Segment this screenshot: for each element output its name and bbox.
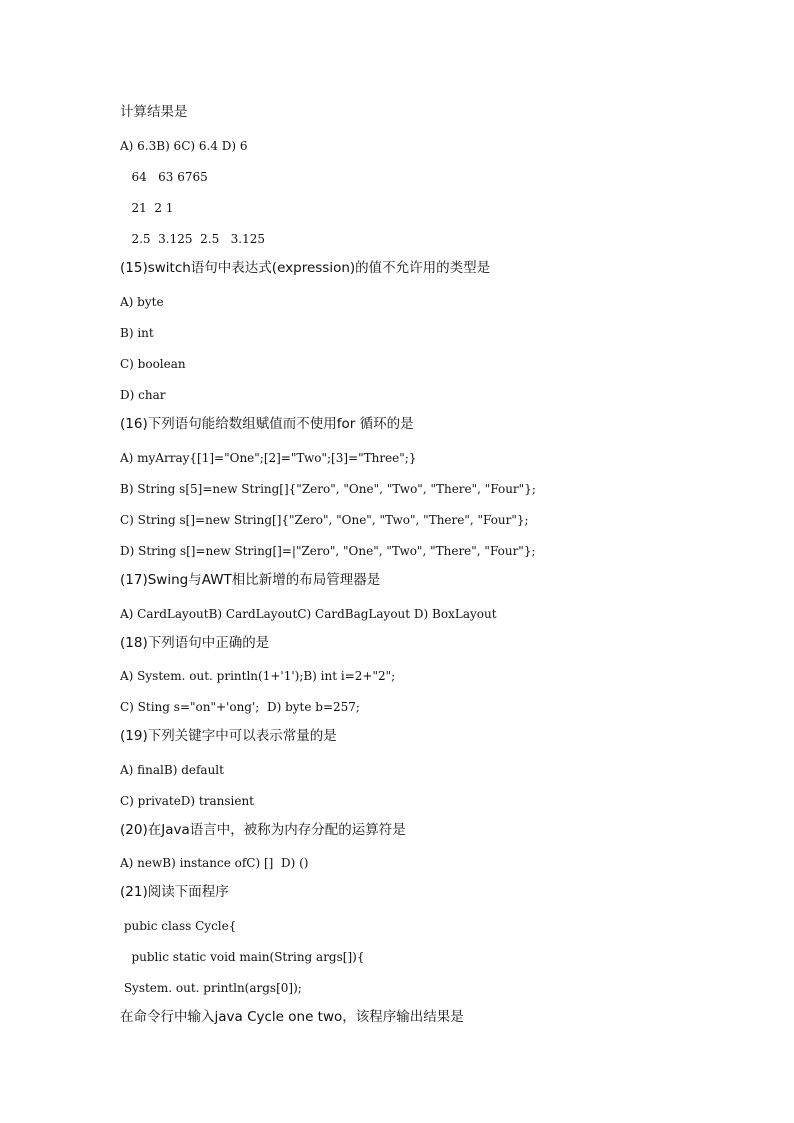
- text-line: 64 63 6765: [120, 170, 208, 184]
- text-line: 2.5 3.125 2.5 3.125: [120, 232, 266, 246]
- text-line: 21 2 1: [120, 201, 174, 215]
- question-heading: (19)下列关键字中可以表示常量的是: [120, 728, 337, 744]
- question-heading: (17)Swing与AWT相比新增的布局管理器是: [120, 572, 381, 588]
- text-line: 计算结果是: [120, 104, 188, 120]
- text-line: B) String s[5]=new String[]{"Zero", "One", "Two", "There", "Four"};: [120, 482, 536, 496]
- question-heading: (20)在Java语言中，被称为内存分配的运算符是: [120, 822, 406, 838]
- code-line: public static void main(String args[]){: [120, 950, 365, 964]
- text-line: A) CardLayoutB) CardLayoutC) CardBagLayout D) BoxLayout: [120, 607, 497, 621]
- text-line: C) String s[]=new String[]{"Zero", "One", "Two", "There", "Four"};: [120, 513, 529, 527]
- question-heading: (18)下列语句中正确的是: [120, 635, 270, 651]
- code-line: pubic class Cycle{: [120, 919, 237, 933]
- text-line: A) System. out. println(1+'1');B) int i=2+"2";: [120, 669, 396, 683]
- question-heading: (21)阅读下面程序: [120, 884, 229, 900]
- text-line: A) finalB) default: [120, 763, 224, 777]
- text-line: C) privateD) transient: [120, 794, 254, 808]
- code-line: System. out. println(args[0]);: [120, 981, 302, 995]
- text-line: A) byte: [120, 295, 164, 309]
- text-line: C) boolean: [120, 357, 186, 371]
- text-line: C) Sting s="on"+'ong'; D) byte b=257;: [120, 700, 360, 714]
- question-heading: (16)下列语句能给数组赋值而不使用for 循环的是: [120, 416, 414, 432]
- question-heading: (15)switch语句中表达式(expression)的值不允许用的类型是: [120, 260, 491, 276]
- text-line: A) newB) instance ofC) [] D) (): [120, 856, 309, 870]
- text-line: A) 6.3B) 6C) 6.4 D) 6: [120, 139, 248, 153]
- text-line: A) myArray{[1]="One";[2]="Two";[3]="Three";}: [120, 451, 417, 465]
- text-line: B) int: [120, 326, 154, 340]
- text-line: D) String s[]=new String[]=|"Zero", "One", "Two", "There", "Four"};: [120, 544, 536, 558]
- text-line: 在命令行中输入java Cycle one two，该程序输出结果是: [120, 1009, 464, 1025]
- text-line: D) char: [120, 388, 166, 402]
